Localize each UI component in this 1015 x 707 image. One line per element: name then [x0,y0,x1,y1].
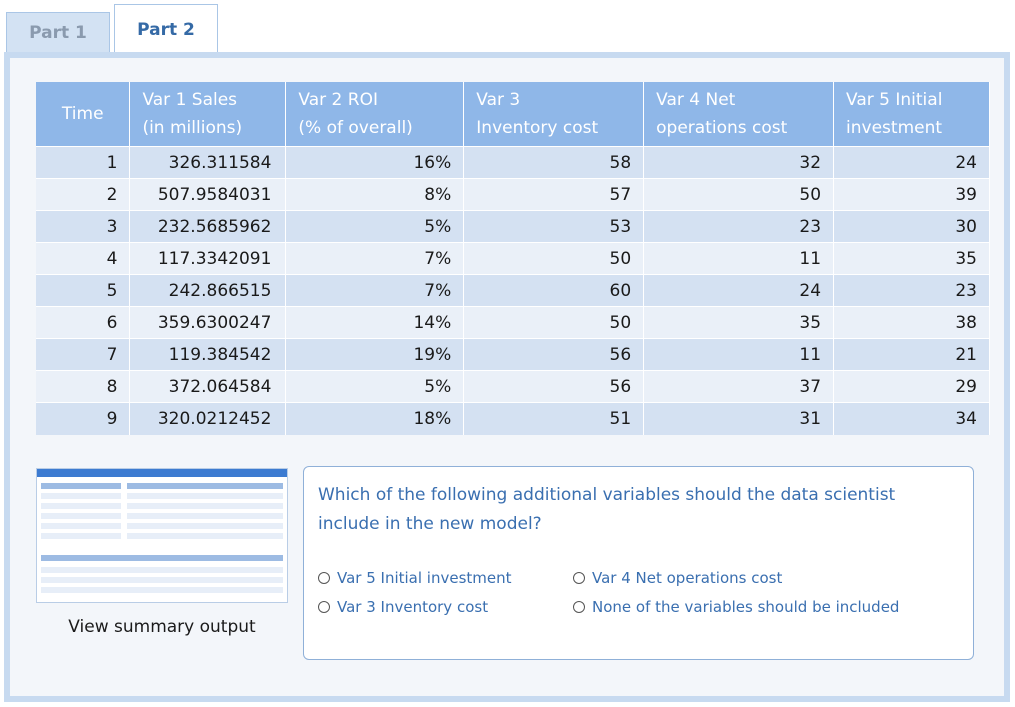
thumbnail-decoration [41,483,121,489]
cell-roi: 18% [286,403,464,435]
header-var3: Var 3 Inventory cost [464,82,644,147]
header-var5: Var 5 Initial investment [834,82,990,147]
table-row [36,211,990,243]
cell-sales: 242.866515 [130,275,286,307]
cell-sales: 232.5685962 [130,211,286,243]
table-row [36,179,990,211]
view-summary-output-link[interactable]: View summary output [68,617,256,637]
tab-part-1[interactable]: Part 1 [6,12,110,52]
header-var1: Var 1 Sales (in millions) [130,82,286,147]
cell-investment: 29 [834,371,990,403]
table-row [36,275,990,307]
cell-investment: 38 [834,307,990,339]
cell-roi: 16% [286,147,464,179]
option-var3[interactable] [318,598,488,616]
option-var4[interactable] [573,569,782,587]
cell-net-ops: 23 [644,211,834,243]
cell-roi: 5% [286,371,464,403]
cell-net-ops: 24 [644,275,834,307]
cell-inventory: 51 [464,403,644,435]
header-time: Time [36,82,130,147]
cell-time: 9 [36,403,130,435]
radio-icon[interactable] [318,601,330,613]
table-row [36,371,990,403]
cell-sales: 119.384542 [130,339,286,371]
table-row [36,147,990,179]
option-label: Var 3 Inventory cost [337,598,489,616]
cell-net-ops: 31 [644,403,834,435]
cell-time: 4 [36,243,130,275]
cell-time: 3 [36,211,130,243]
table-header-row [36,82,990,147]
option-label: Var 4 Net operations cost [592,569,783,587]
header-var4: Var 4 Net operations cost [644,82,834,147]
cell-sales: 117.3342091 [130,243,286,275]
cell-roi: 14% [286,307,464,339]
cell-investment: 24 [834,147,990,179]
cell-time: 2 [36,179,130,211]
thumbnail-decoration [127,503,283,509]
cell-investment: 39 [834,179,990,211]
table-row [36,307,990,339]
cell-net-ops: 37 [644,371,834,403]
cell-roi: 19% [286,339,464,371]
thumbnail-decoration [41,493,121,499]
cell-inventory: 53 [464,211,644,243]
summary-output-thumbnail[interactable] [36,468,288,603]
radio-icon[interactable] [318,572,330,584]
cell-roi: 7% [286,275,464,307]
cell-sales: 326.311584 [130,147,286,179]
header-var2: Var 2 ROI (% of overall) [286,82,464,147]
cell-inventory: 56 [464,339,644,371]
thumbnail-decoration [41,523,121,529]
thumbnail-decoration [41,577,283,583]
thumbnail-decoration [41,503,121,509]
table-row [36,339,990,371]
cell-sales: 372.064584 [130,371,286,403]
cell-net-ops: 32 [644,147,834,179]
thumbnail-decoration [41,533,121,539]
cell-inventory: 58 [464,147,644,179]
cell-investment: 30 [834,211,990,243]
cell-net-ops: 11 [644,243,834,275]
option-var5[interactable] [318,569,512,587]
cell-roi: 5% [286,211,464,243]
tab-part-2[interactable]: Part 2 [114,4,218,54]
table-row [36,243,990,275]
cell-time: 6 [36,307,130,339]
cell-inventory: 50 [464,243,644,275]
radio-icon[interactable] [573,601,585,613]
cell-time: 7 [36,339,130,371]
cell-investment: 34 [834,403,990,435]
thumbnail-decoration [127,483,283,489]
cell-sales: 359.6300247 [130,307,286,339]
data-table [36,82,990,435]
cell-inventory: 57 [464,179,644,211]
option-label: Var 5 Initial investment [337,569,512,587]
cell-time: 1 [36,147,130,179]
cell-sales: 320.0212452 [130,403,286,435]
cell-roi: 7% [286,243,464,275]
cell-net-ops: 11 [644,339,834,371]
thumbnail-decoration [127,523,283,529]
table-row [36,403,990,435]
thumbnail-decoration [41,513,121,519]
cell-investment: 35 [834,243,990,275]
radio-icon[interactable] [573,572,585,584]
cell-time: 5 [36,275,130,307]
cell-investment: 23 [834,275,990,307]
thumbnail-decoration [41,555,283,561]
thumbnail-decoration [127,533,283,539]
cell-time: 8 [36,371,130,403]
question-panel [303,466,974,660]
cell-sales: 507.9584031 [130,179,286,211]
question-text: Which of the following additional variables should the data scientist include in the new model? [318,485,896,534]
cell-net-ops: 50 [644,179,834,211]
cell-investment: 21 [834,339,990,371]
cell-inventory: 60 [464,275,644,307]
cell-net-ops: 35 [644,307,834,339]
thumbnail-decoration [127,493,283,499]
cell-roi: 8% [286,179,464,211]
thumbnail-decoration [41,587,283,593]
option-label: None of the variables should be included [592,598,900,616]
thumbnail-decoration [127,513,283,519]
thumbnail-title-bar [37,469,287,477]
option-none[interactable] [573,598,899,616]
thumbnail-decoration [41,567,283,573]
cell-inventory: 56 [464,371,644,403]
cell-inventory: 50 [464,307,644,339]
